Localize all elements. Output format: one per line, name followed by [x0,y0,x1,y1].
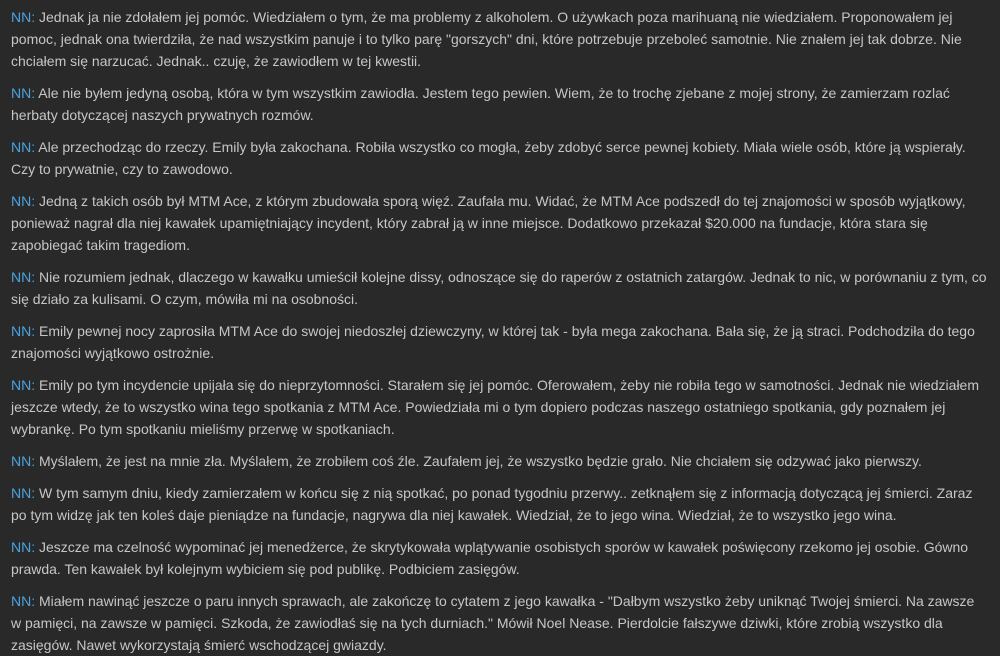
message-10 [11,536,988,580]
speaker-tag: NN: [11,139,36,155]
speaker-tag: NN: [11,377,36,393]
speaker-tag: NN: [11,9,36,25]
message-8 [11,450,988,472]
message-5 [11,266,988,310]
message-text: Jeszcze ma czelność wypominać jej menedżerce, że skrytykowała wplątywanie osobistych sporów w kawałek poświęcony rzekomo jej osobie. Gówno prawda. Ten kawałek był kolejnym wybiciem się pod publikę. Podbiciem zasięgów. [11,539,969,577]
message-text: Jedną z takich osób był MTM Ace, z którym zbudowała sporą więź. Zaufała mu. Widać, że MTM Ace podszedł do tej znajomości w sposób wyjątkowy, ponieważ nagrał dla niej kawałek upamiętniający incydent, który zabrał ją w inne miejsce. Dodatkowo przekazał $20.000 na fundacje, która stara się zapobiegać takim tragediom. [11,193,966,253]
message-7 [11,374,988,440]
speaker-tag: NN: [11,485,36,501]
message-text: W tym samym dniu, kiedy zamierzałem w końcu się z nią spotkać, po ponad tygodniu przerwy.. zetknąłem się z informacją dotyczącą jej śmierci. Zaraz po tym widzę jak ten koleś daje pieniądze na fundacje, nagrywa dla niej kawałek. Wiedział, że to jego wina. Wiedział, że to wszystko jego wina. [11,485,973,523]
message-text: Ale nie byłem jedyną osobą, która w tym wszystkim zawiodła. Jestem tego pewien. Wiem, że to trochę zjebane z mojej strony, że zamierzam rozlać herbaty dotyczącej naszych prywatnych rozmów. [11,85,950,123]
speaker-tag: NN: [11,539,36,555]
message-text: Emily pewnej nocy zaprosiła MTM Ace do swojej niedoszłej dziewczyny, w której tak - była mega zakochana. Bała się, że ją straci. Podchodziła do tego znajomości wyjątkowo ostrożnie. [11,323,975,361]
message-text: Ale przechodząc do rzeczy. Emily była zakochana. Robiła wszystko co mogła, żeby zdobyć serce pewnej kobiety. Miała wiele osób, które ją wspierały. Czy to prywatnie, czy to zawodowo. [11,139,966,177]
message-3 [11,136,988,180]
message-text: Nie rozumiem jednak, dlaczego w kawałku umieścił kolejne dissy, odnoszące się do raperów z ostatnich zatargów. Jednak to nic, w porównaniu z tym, co się działo za kulisami. O czym, mówiła mi na osobności. [11,269,987,307]
message-1 [11,6,988,72]
message-2 [11,82,988,126]
message-text: Jednak ja nie zdołałem jej pomóc. Wiedziałem o tym, że ma problemy z alkoholem. O używkach poza marihuaną nie wiedziałem. Proponowałem jej pomoc, jednak ona twierdziła, że nad wszystkim panuje i to tylko parę "gorszych" dni, które potrzebuje przeboleć samotnie. Nie znałem jej tak dobrze. Nie chciałem się narzucać. Jednak.. czuję, że zawiodłem w tej kwestii. [11,9,962,69]
message-4 [11,190,988,256]
message-text: Myślałem, że jest na mnie zła. Myślałem, że zrobiłem coś źle. Zaufałem jej, że wszystko będzie grało. Nie chciałem się odzywać jako pierwszy. [39,453,922,469]
speaker-tag: NN: [11,453,36,469]
message-6 [11,320,988,364]
message-text: Emily po tym incydencie upijała się do nieprzytomności. Starałem się jej pomóc. Oferowałem, żeby nie robiła tego w samotności. Jednak nie wiedziałem jeszcze wtedy, że to wszystko wina tego spotkania z MTM Ace. Powiedziała mi o tym dopiero podczas naszego ostatniego spotkania, gdy poznałem jej wybrankę. Po tym spotkaniu mieliśmy przerwę w spotkaniach. [11,377,979,437]
speaker-tag: NN: [11,85,36,101]
message-11 [11,590,988,656]
speaker-tag: NN: [11,269,36,285]
message-text: Miałem nawinąć jeszcze o paru innych sprawach, ale zakończę to cytatem z jego kawałka - "Dałbym wszystko żeby uniknąć Twojej śmierci. Na zawsze w pamięci, na zawsze w pamięci. Szkoda, że zawiodłaś się na tych durniach." Mówił Noel Nease. Pierdolcie fałszywe dziwki, które zrobią wszystko dla zasięgów. Nawet wykorzystają śmierć wschodzącej gwiazdy. [11,593,975,653]
speaker-tag: NN: [11,323,36,339]
speaker-tag: NN: [11,593,36,609]
speaker-tag: NN: [11,193,36,209]
message-9 [11,482,988,526]
